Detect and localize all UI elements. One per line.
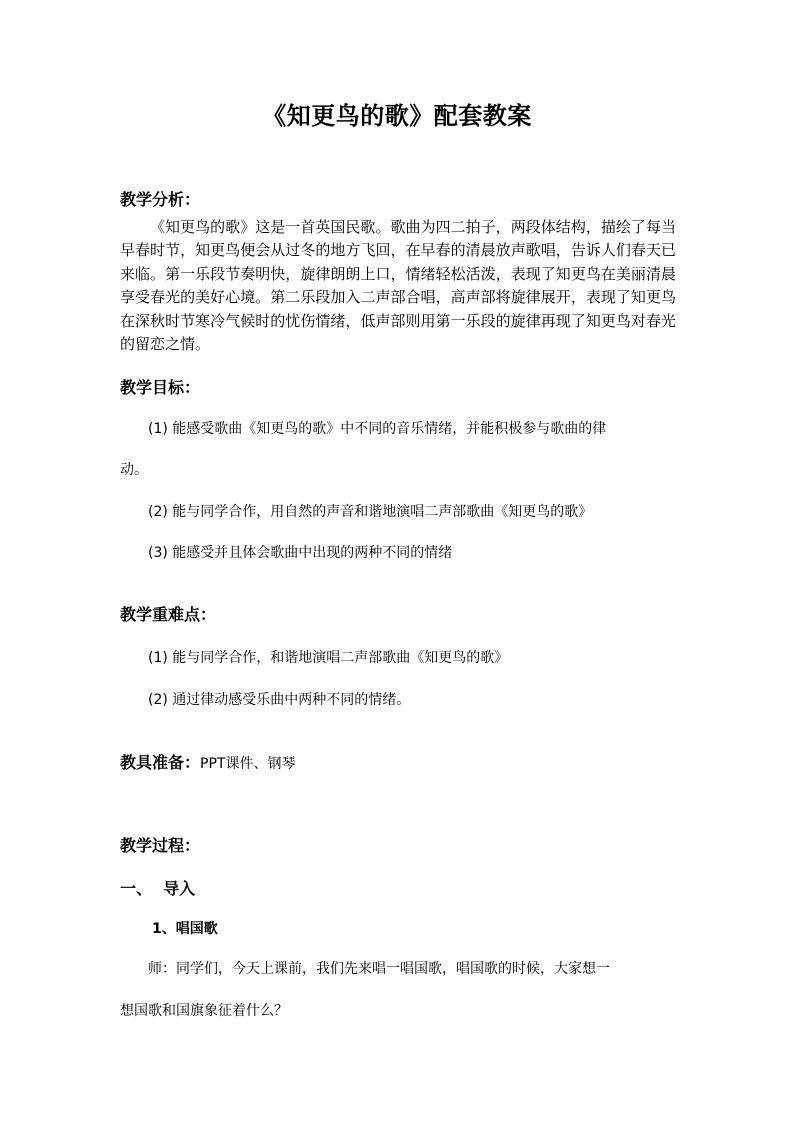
teacher-line-2: 想国歌和国旗象征着什么？ xyxy=(120,1003,288,1019)
subsection-1-heading: 1、唱国歌 xyxy=(152,921,218,937)
tools-value: PPT课件、钢琴 xyxy=(200,756,296,772)
goals-heading: 教学目标： xyxy=(120,378,201,397)
process-heading: 教学过程： xyxy=(120,836,201,855)
keypoint-item-2: (2) 通过律动感受乐曲中两种不同的情绪。 xyxy=(148,692,411,708)
keypoints-heading: 教学重难点： xyxy=(120,605,217,624)
tools-heading: 教具准备： xyxy=(120,753,201,772)
analysis-text: 《知更鸟的歌》这是一首英国民歌。歌曲为四二拍子，两段体结构，描绘了每当早春时节，知更鸟便会从过冬的地方飞回，在早春的清晨放声歌唱，告诉人们春天已来临。第一乐段节奏明快，旋律朗朗上口，情绪轻松活泼，表现了知更鸟在美丽清晨享受春光的美好心境。第二乐段加入二声部合唱，高声部将旋律展开，表现了知更鸟在深秋时节寒冷气候时的忧伤情绪，低声部则用第一乐段的旋律再现了知更鸟对春光的留恋之情。 xyxy=(120,218,676,354)
goal-item-1: (1) 能感受歌曲《知更鸟的歌》中不同的音乐情绪，并能积极参与歌曲的律 xyxy=(148,421,607,437)
page-title: 《知更鸟的歌》配套教案 xyxy=(262,102,532,130)
keypoint-item-1: (1) 能与同学合作，和谐地演唱二声部歌曲《知更鸟的歌》 xyxy=(148,650,509,666)
goal-item-1-cont: 动。 xyxy=(120,462,148,478)
analysis-paragraph xyxy=(120,216,676,356)
tools-line xyxy=(120,750,295,773)
section-1-heading: 一、 导入 xyxy=(120,879,196,898)
teacher-line-1: 师：同学们，今天上课前，我们先来唱一唱国歌，唱国歌的时候，大家想一 xyxy=(148,961,610,977)
goal-item-2: (2) 能与同学合作，用自然的声音和谐地演唱二声部歌曲《知更鸟的歌》 xyxy=(148,504,593,520)
goal-item-3: (3) 能感受并且体会歌曲中出现的两种不同的情绪 xyxy=(148,545,453,561)
analysis-heading: 教学分析： xyxy=(120,190,201,209)
